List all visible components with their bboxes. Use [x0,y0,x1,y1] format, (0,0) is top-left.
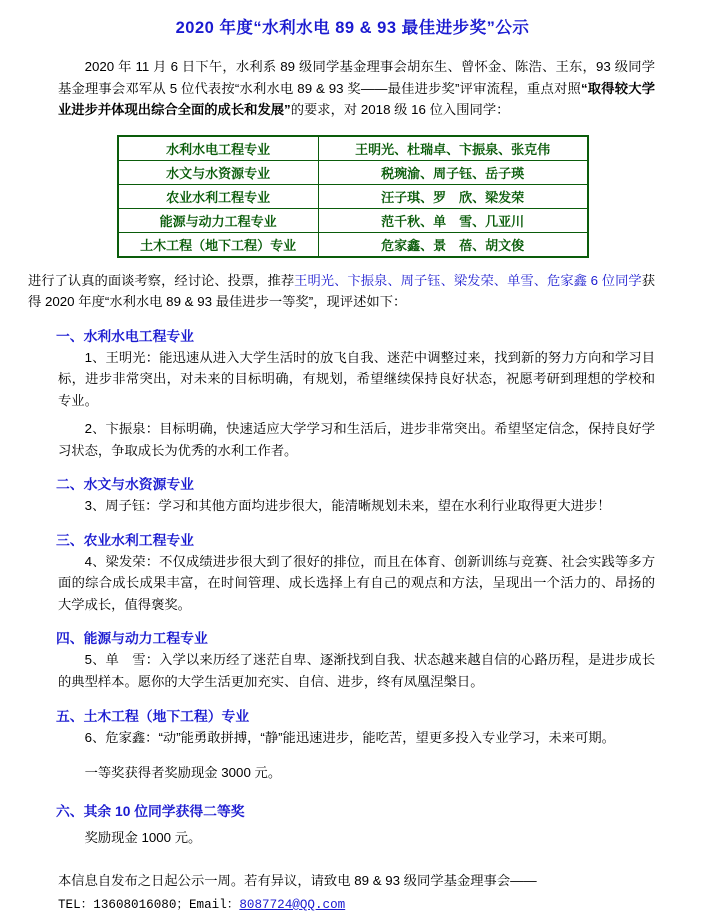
table-row [118,208,588,232]
intro-paragraph [58,56,655,121]
result-tail: 获得 2020 年度“水利水电 89 & 93 最佳进步一等奖”，现评述如下： [28,272,655,310]
major-cell: 水文与水资源专业 [118,160,319,184]
section-heading-3: 三、农业水利工程专业 [56,532,194,548]
page-title: 2020 年度“水利水电 89 & 93 最佳进步奖”公示 [175,19,530,37]
major-cell: 水利水电工程专业 [118,136,319,161]
table-body [118,136,588,257]
names-cell: 王明光、杜瑞卓、卞振泉、张克伟 [318,136,587,161]
email-link[interactable]: 8087724@QQ.com [239,897,346,912]
section-item: 4、梁发荣：不仅成绩进步很大到了很好的排位，而且在体育、创新训练与竞赛、社会实践等多方面的综合成长成果丰富，在时间管理、成长选择上有自己的观点和方法，呈现出一个活力的、昂扬的大学成长，值得褒奖。 [58,553,655,612]
section-heading-5: 五、土木工程（地下工程）专业 [56,708,250,724]
names-cell: 危家鑫、景 蓓、胡文俊 [318,232,587,257]
footer-notice: 本信息自发布之日起公示一周。若有异议，请致电 89 & 93 级同学基金理事会—— [58,873,537,889]
section-heading-6: 六、其余 10 位同学获得二等奖 [56,803,245,819]
names-cell: 税琬渝、周子钰、岳子瑛 [318,160,587,184]
result-winners: 王明光、卞振泉、周子钰、梁发荣、单雪、危家鑫 6 位同学 [294,272,642,288]
second-prize-note: 奖励现金 1000 元。 [84,829,202,845]
section-heading-4: 四、能源与动力工程专业 [56,631,208,647]
major-cell: 土木工程（地下工程）专业 [118,232,319,257]
table-row [118,136,588,161]
names-cell: 汪子琪、罗 欣、梁发荣 [318,184,587,208]
candidates-table [117,135,589,258]
table-row [118,184,588,208]
major-cell: 能源与动力工程专业 [118,208,319,232]
result-paragraph [28,270,677,313]
intro-part1: 2020 年 11 月 6 日下午，水利系 89 级同学基金理事会胡东生、曾怀金、陈浩、王东，93 级同学基金理事会邓军从 5 位代表按“水利水电 89 & 93 奖——最佳进步奖”评审流程，重点对照 [58,59,655,96]
section-item: 2、卞振泉：目标明确，快速适应大学学习和生活后，进步非常突出。希望坚定信念，保持良好学习状态，争取成长为优秀的水利工作者。 [58,421,655,458]
intro-part2: 的要求，对 2018 级 16 位入围同学： [290,102,510,118]
first-prize-note: 一等奖获得者奖励现金 3000 元。 [84,765,282,781]
intro-quote: “取得较大学业进步并体现出综合全面的成长和发展” [58,80,655,118]
major-cell: 农业水利工程专业 [118,184,319,208]
section-item: 6、危家鑫：“动”能勇敢拼搏，“静”能迅速进步，能吃苦，望更多投入专业学习，未来可期。 [84,729,615,745]
result-lead: 进行了认真的面谈考察，经讨论、投票，推荐 [28,272,295,288]
names-cell: 范千秋、单 雪、几亚川 [318,208,587,232]
section-heading-1: 一、水利水电工程专业 [56,328,194,344]
intro-block [28,56,677,121]
section-heading-2: 二、水文与水资源专业 [56,477,194,493]
section-item: 1、王明光：能迅速从进入大学生活时的放飞自我、迷茫中调整过来，找到新的努力方向和学习目标，进步非常突出，对未来的目标明确，有规划，希望继续保持良好状态，祝愿考研到理想的学校和专业。 [58,349,655,408]
table-row [118,160,588,184]
section-item: 3、周子钰：学习和其他方面均进步很大，能清晰规划未来，望在水利行业取得更大进步！ [84,498,611,514]
footer-contact [58,893,677,916]
footer-block [28,870,677,916]
section-item: 5、单 雪：入学以来历经了迷茫自卑、逐渐找到自我、状态越来越自信的心路历程，是进步成长的典型样本。愿你的大学生活更加充实、自信、进步，终有凤凰涅槃日。 [58,652,655,689]
contact-label: TEL：13608016080；Email： [58,897,240,912]
table-row [118,232,588,257]
